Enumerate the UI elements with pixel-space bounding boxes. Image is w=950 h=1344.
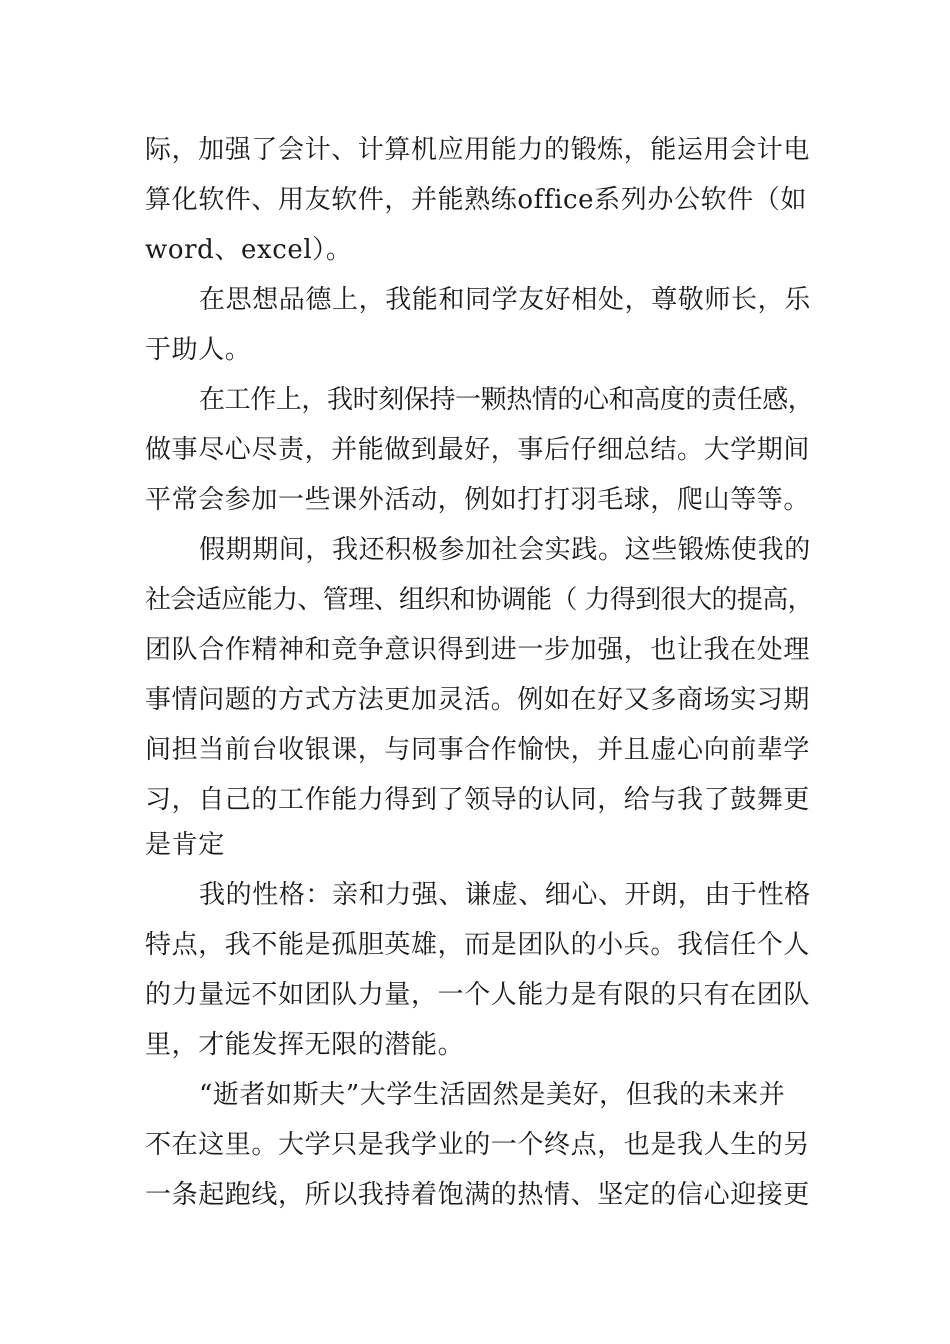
paragraph-first-line: 在思想品德上，我能和同学友好相处，尊敬师长，乐 [199, 285, 811, 315]
text-line: word、excel）。 [145, 235, 353, 265]
text-line: 是肯定 [145, 830, 225, 860]
paragraph-first-line: 在工作上，我时刻保持一颗热情的心和高度的责任感， [199, 385, 814, 415]
text-line: 于助人。 [145, 335, 252, 365]
text-line: 际，加强了会计、计算机应用能力的锻炼，能运用会计电 [145, 135, 811, 165]
paragraph-first-line: 我的性格：亲和力强、谦虚、细心、开朗，由于性格 [199, 880, 811, 910]
text-line: 习，自己的工作能力得到了领导的认同，给与我了鼓舞更 [145, 785, 811, 815]
text-line: 团队合作精神和竞争意识得到进一步加强，也让我在处理 [145, 635, 811, 665]
paragraph-first-line: 假期期间，我还积极参加社会实践。这些锻炼使我的 [199, 535, 811, 565]
text-line: 特点，我不能是孤胆英雄，而是团队的小兵。我信任个人 [145, 930, 811, 960]
text-line: 社会适应能力、管理、组织和协调能（ 力得到很大的提高， [145, 585, 814, 615]
text-line: 平常会参加一些课外活动，例如打打羽毛球，爬山等等。 [145, 485, 811, 515]
paragraph-first-line: “逝者如斯夫”大学生活固然是美好，但我的未来并 [199, 1080, 786, 1110]
text-line: 不在这里。大学只是我学业的一个终点，也是我人生的另 [145, 1130, 811, 1160]
text-line: 的力量远不如团队力量，一个人能力是有限的只有在团队 [145, 980, 811, 1010]
text-line: 做事尽心尽责，并能做到最好，事后仔细总结。大学期间 [145, 435, 811, 465]
text-line: 间担当前台收银课，与同事合作愉快，并且虚心向前辈学 [145, 735, 811, 765]
text-line: 事情问题的方式方法更加灵活。例如在好又多商场实习期 [145, 685, 811, 715]
text-line: 一条起跑线，所以我持着饱满的热情、坚定的信心迎接更 [145, 1180, 811, 1210]
text-line: 里，才能发挥无限的潜能。 [145, 1030, 465, 1060]
text-line: 算化软件、用友软件，并能熟练office系列办公软件（如 [145, 185, 807, 215]
